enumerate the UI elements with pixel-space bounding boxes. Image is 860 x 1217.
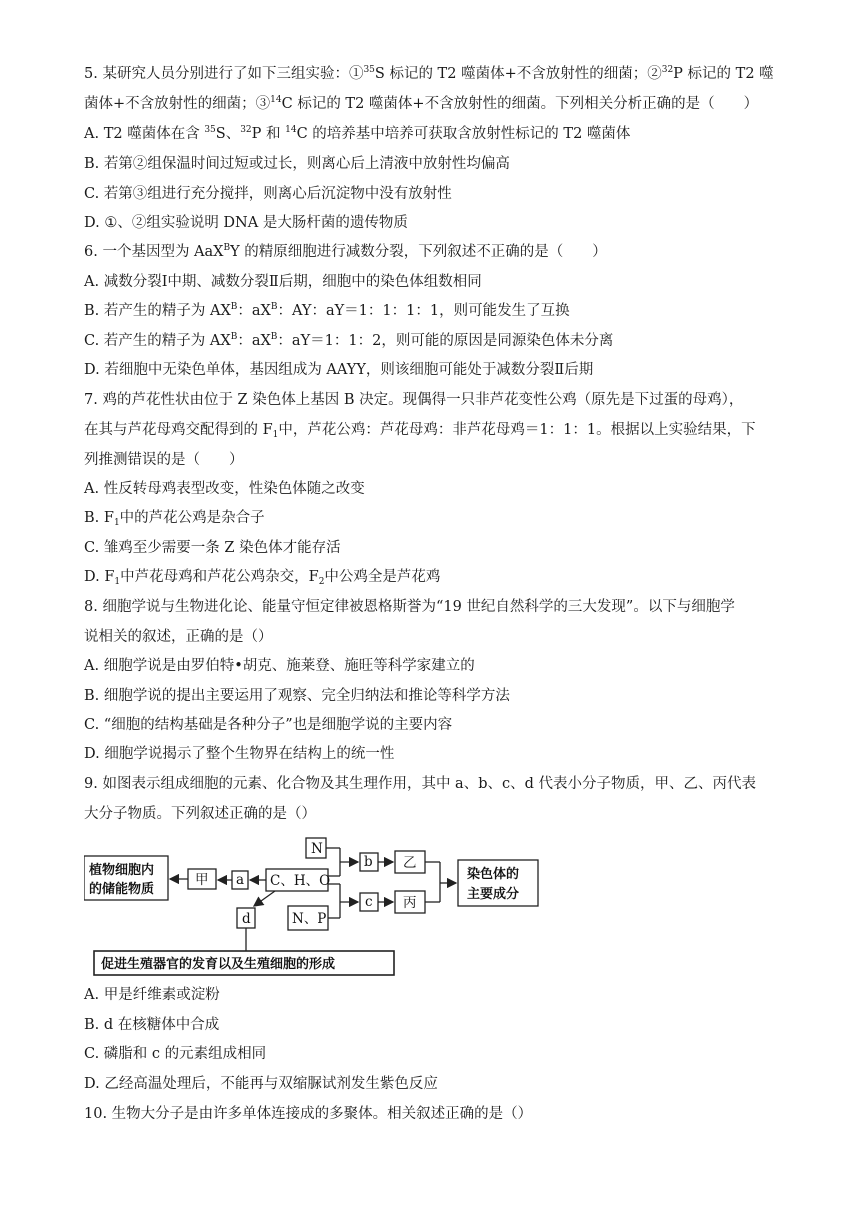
d-label: d (242, 911, 251, 927)
q6-option-d: D. 若细胞中无染色单体，基因组成为 AAYY，则该细胞可能处于减数分裂Ⅱ后期 (84, 362, 594, 378)
q5-option-c: C. 若第③组进行充分搅拌，则离心后沉淀物中没有放射性 (84, 186, 452, 202)
q9-stem-line2: 大分子物质。下列叙述正确的是（） (84, 806, 316, 822)
q5-stem-line1: 5. 某研究人员分别进行了如下三组实验：①$^{35}$S 标记的 T2 噬菌体+不含放射性的细菌；②$^{32}$P 标记的 T2 噬 (84, 65, 774, 82)
q7-stem-line2: 在其与芦花母鸡交配得到的 $F_1$中，芦花公鸡：芦花母鸡：非芦花母鸡＝1：1：1。根据以上实验结果，下 (84, 422, 756, 440)
q8-option-b: B. 细胞学说的提出主要运用了观察、完全归纳法和推论等科学方法 (84, 688, 510, 704)
q9-option-a: A. 甲是纤维素或淀粉 (84, 987, 220, 1003)
bing-label: 丙 (403, 895, 417, 911)
q5-option-d: D. ①、②组实验说明 DNA 是大肠杆菌的遗传物质 (84, 215, 408, 231)
q6-option-c: C. 若产生的精子为 $AX^B$：$aX^B$：aY＝1：1：2，则可能的原因是同源染色体未分离 (84, 332, 614, 349)
jia-label: 甲 (195, 872, 209, 888)
q7-option-b: B. $F_1$中的芦花公鸡是杂合子 (84, 510, 265, 528)
q6-stem: 6. 一个基因型为 AaX$^B$Y 的精原细胞进行减数分裂，下列叙述不正确的是（ ） (84, 243, 607, 260)
q7-option-a: A. 性反转母鸡表型改变，性染色体随之改变 (84, 481, 365, 497)
q5-option-b: B. 若第②组保温时间过短或过长，则离心后上清液中放射性均偏高 (84, 156, 510, 172)
a-label: a (236, 872, 245, 888)
q9-option-b: B. d 在核糖体中合成 (84, 1017, 220, 1033)
q9-option-c: C. 磷脂和 c 的元素组成相同 (84, 1046, 267, 1062)
q9-stem-line1: 9. 如图表示组成细胞的元素、化合物及其生理作用，其中 a、b、c、d 代表小分子物质，甲、乙、丙代表 (84, 776, 756, 792)
chrom-label-2: 主要成分 (467, 887, 520, 902)
chrom-label-1: 染色体的 (467, 867, 520, 882)
storage-label-2: 的储能物质 (89, 882, 155, 897)
c-label: c (365, 894, 373, 910)
q6-option-b: B. 若产生的精子为 $AX^B$：$aX^B$：AY：aY＝1：1：1：1，则可能发生了互换 (84, 302, 570, 319)
q8-stem-line1: 8. 细胞学说与生物进化论、能量守恒定律被恩格斯誉为“19 世纪自然科学的三大发现”。以下与细胞学 (84, 599, 735, 615)
q7-option-c: C. 雏鸡至少需要一条 Z 染色体才能存活 (84, 540, 341, 556)
q8-stem-line2: 说相关的叙述，正确的是（） (84, 629, 273, 645)
storage-label-1: 植物细胞内 (89, 863, 155, 878)
bottom-label: 促进生殖器官的发育以及生殖细胞的形成 (101, 957, 336, 972)
np-label: N、P (292, 911, 327, 927)
q7-stem-line1: 7. 鸡的芦花性状由位于 Z 染色体上基因 B 决定。现偶得一只非芦花变性公鸡（原先是下过蛋的母鸡）， (84, 392, 744, 408)
q6-option-a: A. 减数分裂Ⅰ中期、减数分裂Ⅱ后期，细胞中的染色体组数相同 (84, 274, 482, 290)
q10-stem: 10. 生物大分子是由许多单体连接成的多聚体。相关叙述正确的是（） (84, 1106, 533, 1122)
q8-option-c: C. “细胞的结构基础是各种分子”也是细胞学说的主要内容 (84, 717, 453, 733)
q8-option-a: A. 细胞学说是由罗伯特•胡克、施莱登、施旺等科学家建立的 (84, 658, 475, 674)
q5-stem-line2: 菌体+不含放射性的细菌；③$^{14}$C 标记的 T2 噬菌体+不含放射性的细菌。下列相关分析正确的是（ ） (84, 95, 759, 112)
n-label: N (311, 841, 323, 857)
b-label: b (364, 854, 373, 870)
cho-label: C、H、O (270, 873, 331, 889)
yi-label: 乙 (403, 855, 417, 871)
q9-option-d: D. 乙经高温处理后，不能再与双缩脲试剂发生紫色反应 (84, 1076, 438, 1092)
q7-option-d: D. $F_1$中芦花母鸡和芦花公鸡杂交，$F_2$中公鸡全是芦花鸡 (84, 569, 441, 587)
q7-stem-line3: 列推测错误的是（ ） (84, 452, 244, 468)
q5-option-a: A. T2 噬菌体在含 $^{35}$S、$^{32}$P 和 $^{14}$C 的培养基中培养可获取含放射性标记的 T2 噬菌体 (84, 125, 631, 142)
q9-diagram (84, 836, 544, 976)
q8-option-d: D. 细胞学说揭示了整个生物界在结构上的统一性 (84, 746, 395, 762)
